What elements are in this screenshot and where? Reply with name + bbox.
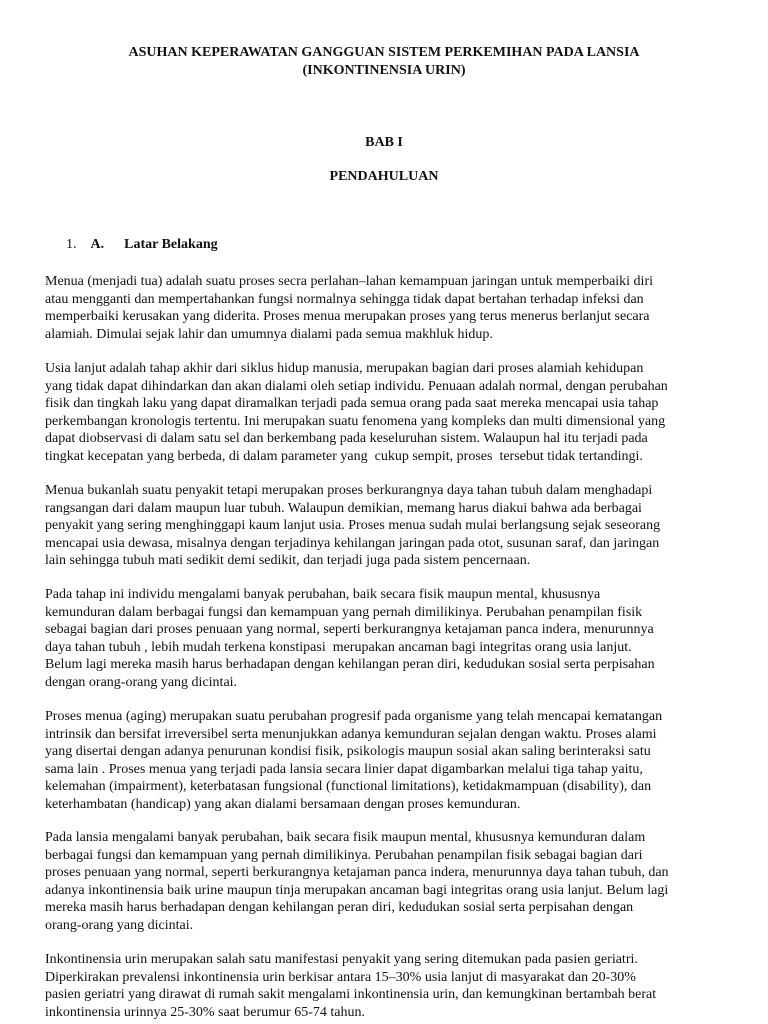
section-heading: [66, 236, 218, 254]
paragraph-6: Pada lansia mengalami banyak perubahan, baik secara fisik maupun mental, khususnya kemunduran dalam berbagai fungsi dan kemampuan yang pernah dimilikinya. Perubahan penampilan fisik sebagai bagian dari proses penuaan yang normal, seperti berkurangnya ketajaman panca indera, menurunnya daya tahan tubuh, dan adanya inkontinensia baik urine maupun tinja merupakan ancaman bagi integritas orang usia lanjut. Belum lagi mereka masih harus berhadapan dengan kehilangan peran diri, kedudukan sosial serta perpisahan dengan orang-orang yang dicintai.: [45, 830, 669, 933]
paragraph-5: Proses menua (aging) merupakan suatu perubahan progresif pada organisme yang telah mencapai kematangan intrinsik dan bersifat irreversibel serta menunjukkan adanya kemunduran sejalan dengan waktu. Proses alami yang disertai dengan adanya penurunan kondisi fisik, psikologis maupun sosial akan saling berinteraksi satu sama lain . Proses menua yang terjadi pada lansia secara linier dapat digambarkan melalui tiga tahap yaitu, kelemahan (impairment), keterbatasan fungsional (functional limitations), ketidakmampuan (disability), dan keterhambatan (handicap) yang akan dialami bersamaan dengan proses kemunduran.: [45, 709, 663, 812]
paragraph-3: Menua bukanlah suatu penyakit tetapi merupakan proses berkurangnya daya tahan tubuh dalam menghadapi rangsangan dari dalam maupun luar tubuh. Walaupun demikian, memang harus diakui bahwa ada berbagai penyakit yang sering menghinggapi kaum lanjut usia. Proses menua sudah mulai berlangsung sejak seseorang mencapai usia dewasa, misalnya dengan terjadinya kehilangan jaringan pada otot, susunan saraf, dan jaringan lain sehingga tubuh mati sedikit demi sedikit, dan terjadi juga pada sistem pencernaan.: [45, 483, 661, 568]
paragraph-2: Usia lanjut adalah tahap akhir dari siklus hidup manusia, merupakan bagian dari proses alamiah kehidupan yang tidak dapat dihindarkan dan akan dialami oleh setiap individu. Penuaan adalah normal, dengan perubahan fisik dan tingkah laku yang dapat diramalkan terjadi pada semua orang pada saat mereka mencapai usia tahap perkembangan kronologis tertentu. Ini merupakan suatu fenomena yang kompleks dan multi dimensional yang dapat diobservasi di dalam satu sel dan berkembang pada keseluruhan sistem. Walaupun hal itu terjadi pada tingkat kecepatan yang berbeda, di dalam parameter yang cukup sempit, proses tersebut tidak tertandingi.: [45, 361, 668, 464]
section-letter: A.: [90, 237, 105, 252]
chapter-heading: BAB I: [365, 135, 403, 150]
document-title-line-1: ASUHAN KEPERAWATAN GANGGUAN SISTEM PERKEMIHAN PADA LANSIA: [128, 45, 640, 60]
chapter-name: PENDAHULUAN: [329, 169, 439, 184]
paragraph-4: Pada tahap ini individu mengalami banyak perubahan, baik secara fisik maupun mental, khususnya kemunduran dalam berbagai fungsi dan kemampuan yang pernah dimilikinya. Perubahan penampilan fisik sebagai bagian dari proses penuaan yang normal, seperti berkurangnya ketajaman panca indera, menurunnya daya tahan tubuh , lebih mudah terkena konstipasi merupakan ancaman bagi integritas orang usia lanjut. Belum lagi mereka masih harus berhadapan dengan kehilangan peran diri, kedudukan sosial serta perpisahan dengan orang-orang yang dicintai.: [45, 587, 655, 690]
paragraph-7: Inkontinensia urin merupakan salah satu manifestasi penyakit yang sering ditemukan pada pasien geriatri. Diperkirakan prevalensi inkontinensia urin berkisar antara 15–30% usia lanjut di masyarakat dan 20-30% pasien geriatri yang dirawat di rumah sakit mengalami inkontinensia urin, dan kemungkinan bertambah berat inkontinensia urinnya 25-30% saat berumur 65-74 tahun.: [45, 952, 657, 1020]
section-label: Latar Belakang: [124, 237, 218, 252]
paragraph-1: Menua (menjadi tua) adalah suatu proses secra perlahan–lahan kemampuan jaringan untuk memperbaiki diri atau mengganti dan mempertahankan fungsi normalnya sehingga tidak dapat bertahan terhadap infeksi dan memperbaiki kerusakan yang diderita. Proses menua merupakan proses yang terus menerus berlanjut secara alamiah. Dimulai sejak lahir dan umumnya dialami pada semua makhluk hidup.: [45, 274, 654, 342]
section-number: 1.: [66, 237, 77, 252]
document-title-line-2: (INKONTINENSIA URIN): [302, 63, 466, 78]
